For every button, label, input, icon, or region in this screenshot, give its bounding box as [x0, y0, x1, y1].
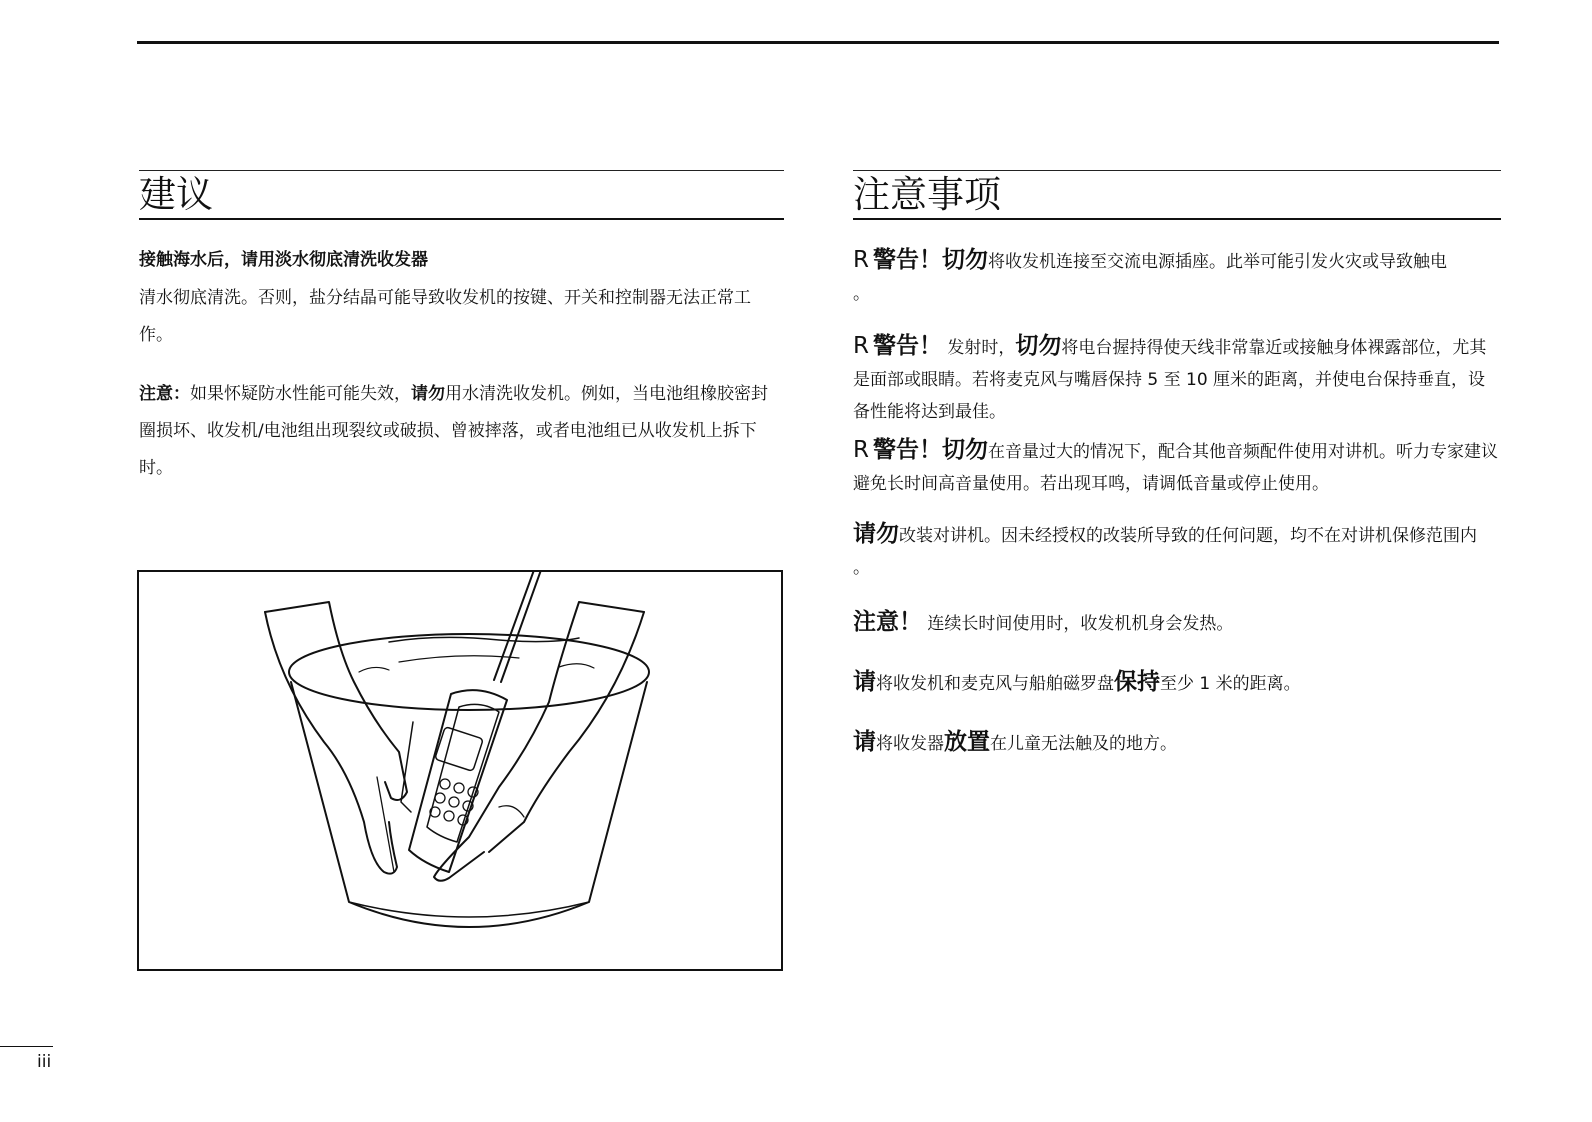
note-paragraph: 注意：如果怀疑防水性能可能失效，请勿用水清洗收发机。例如，当电池组橡胶密封圈损坏、收发机/电池组出现裂纹或破损、曾被摔落，或者电池组已从收发机上拆下时。 [139, 384, 768, 478]
notice-compass: 请将收发机和麦克风与船舶磁罗盘保持至少 1 米的距离。 [853, 669, 1301, 695]
warning-ac-power: R 警告！切勿将收发机连接至交流电源插座。此举可能引发火灾或导致触电 。 [853, 247, 1447, 304]
section-header [139, 170, 784, 220]
notice-children: 请将收发器放置在儿童无法触及的地方。 [853, 729, 1177, 755]
cleaning-subtitle: 接触海水后，请用淡水彻底清洗收发器 [139, 250, 428, 270]
section-precautions [853, 170, 1501, 766]
notice-modification: 请勿改装对讲机。因未经授权的改装所导致的任何问题，均不在对讲机保修范围内 。 [853, 521, 1477, 578]
bucket-radio-hands-drawing [139, 572, 781, 969]
note-label: 注意： [139, 384, 190, 404]
section-header [853, 170, 1501, 220]
washing-illustration [137, 570, 783, 971]
section-recommendation [139, 170, 784, 487]
warning-antenna: R 警告！ 发射时，切勿将电台握持得使天线非常靠近或接触身体裸露部位，尤其是面部或眼睛。若将麦克风与嘴唇保持 5 至 10 厘米的距离，并使电台保持垂直，设备性能将达到最佳。 [853, 333, 1487, 422]
page-number-rule [0, 1046, 53, 1047]
top-rule [137, 41, 1499, 44]
notice-heat: 注意！ 连续长时间使用时，收发机机身会发热。 [853, 609, 1234, 635]
page-number: iii [37, 1052, 52, 1072]
warning-volume: R 警告！切勿在音量过大的情况下，配合其他音频配件使用对讲机。听力专家建议避免长时间高音量使用。若出现耳鸣，请调低音量或停止使用。 [853, 437, 1498, 494]
section-title: 注意事项 [853, 173, 1001, 216]
cleaning-paragraph: 清水彻底清洗。否则，盐分结晶可能导致收发机的按键、开关和控制器无法正常工作。 [139, 288, 751, 345]
section-title: 建议 [139, 173, 213, 216]
